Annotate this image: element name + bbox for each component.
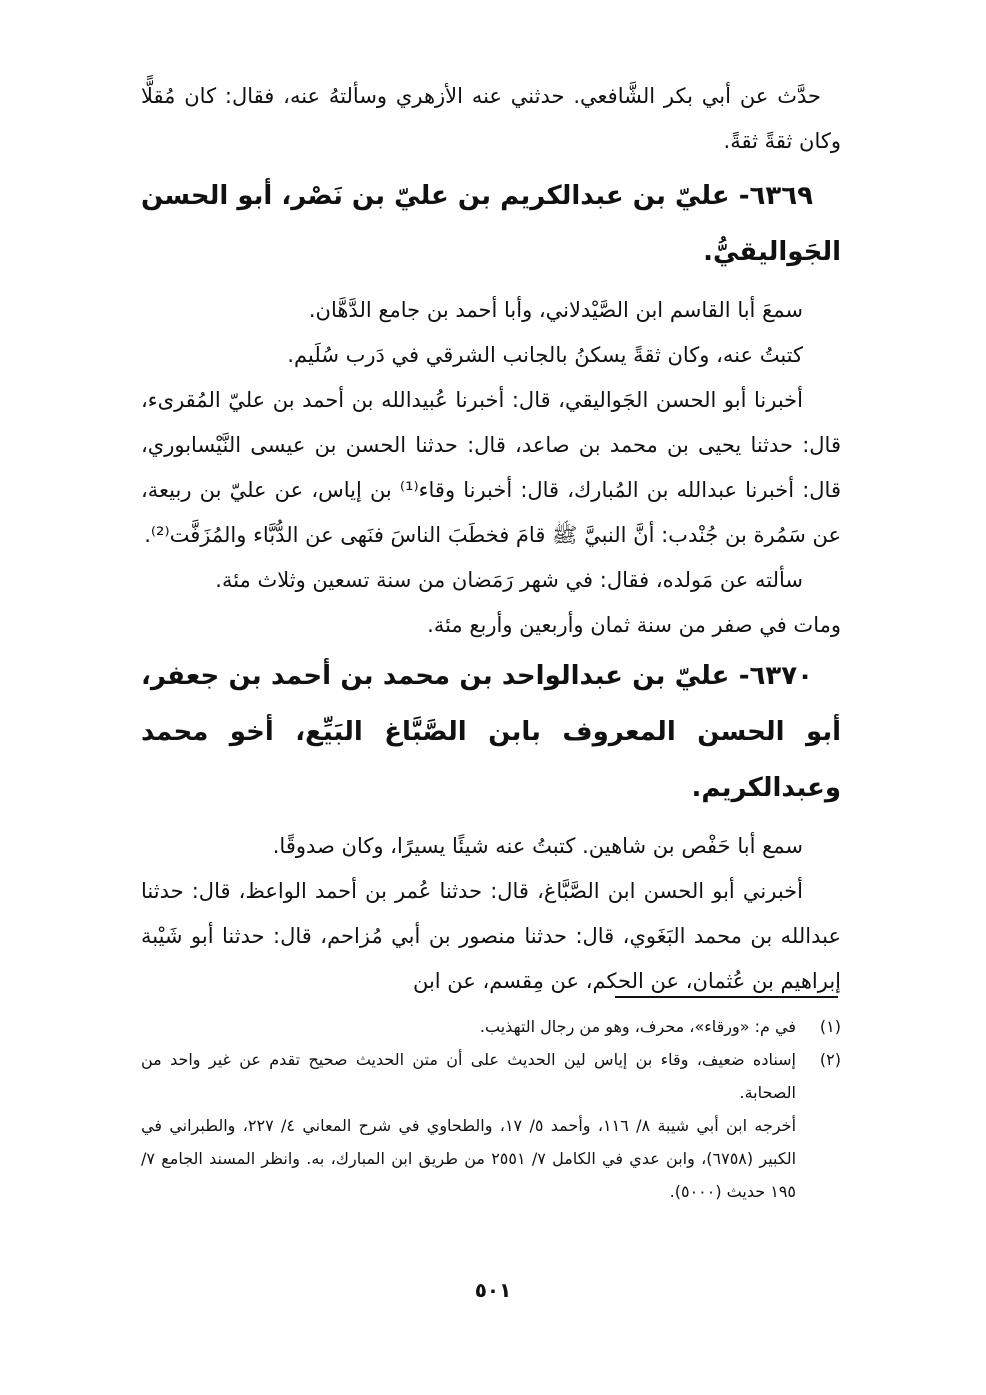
footnote [141,1010,841,1043]
footnote-divider [615,996,838,998]
paragraph: سمعَ أبا القاسم ابن الصَّيْدلاني، وأبا أحمد بن جامع الدَّهَّان. [308,298,803,322]
footnote-number: (٢) [819,1050,841,1069]
page-number: ٥٠١ [474,1278,512,1302]
paragraph: أخبرني أبو الحسن ابن الصَّبَّاغ، قال: حدثنا عُمر بن أحمد الواعظ، قال: حدثنا عبدالله بن محمد البَغَوي، قال: حدثنا منصور بن أبي مُزاحم، قال: حدثنا أبو شَيْبة إبراهيم بن عُثمان، عن الحكم، عن مِقسم، عن ابن [141,879,841,993]
footnote-number: (١) [819,1017,841,1036]
paragraph: ومات في صفر من سنة ثمان وأربعين وأربع مئة. [427,613,841,637]
paragraph: حدَّث عن أبي بكر الشَّافعي. حدثني عنه الأزهري وسألتهُ عنه، فقال: كان مُقلًّا وكان ثقةً ثقةً. [141,84,841,153]
paragraph: سمع أبا حَفْص بن شاهين. كتبتُ عنه شيئًا يسيرًا، وكان صدوقًا. [272,834,803,858]
main-text [141,74,841,1004]
paragraph: كتبتُ عنه، وكان ثقةً يسكنُ بالجانب الشرقي في دَرب سُلَيم. [287,343,803,367]
biography-entry-heading: ٦٣٧٠- عليّ بن عبدالواحد بن محمد بن أحمد بن جعفر، أبو الحسن المعروف بابن الصَّبَّاغ البَيِّع، أخو محمد وعبدالكريم. [141,661,841,803]
footnote-text: في م: «ورقاء»، محرف، وهو من رجال التهذيب. [479,1017,796,1036]
biography-entry-heading: ٦٣٦٩- عليّ بن عبدالكريم بن عليّ بن نَصْر، أبو الحسن الجَواليقيُّ. [141,181,841,267]
footnotes [141,1010,841,1208]
paragraph: أخبرنا أبو الحسن الجَواليقي، قال: أخبرنا عُبيدالله بن أحمد بن عليّ المُقرىء، قال: حدثنا يحيى بن محمد بن صاعد، قال: حدثنا الحسن بن عيسى النَّيْسابوري، قال: أخبرنا عبدالله بن المُبارك، قال: أخبرنا وقاء⁽¹⁾ بن إياس، عن عليّ بن ربيعة، عن سَمُرة بن جُنْدب: أنَّ النبيَّ ﷺ قامَ فخطَبَ الناسَ فنَهى عن الدُّبَّاء والمُزَفَّت⁽²⁾. [141,388,841,547]
footnote [141,1043,841,1109]
footnote-text: إسناده ضعيف، وقاء بن إياس لين الحديث على أن متن الحديث صحيح تقدم عن غير واحد من الصحابة. [141,1050,796,1102]
footnote-continuation: أخرجه ابن أبي شيبة ٨/ ١١٦، وأحمد ٥/ ١٧، والطحاوي في شرح المعاني ٤/ ٢٢٧، والطبراني في الكبير (٦٧٥٨)، وابن عدي في الكامل ٧/ ٢٥٥١ من طريق ابن المبارك، به. وانظر المسند الجامع ٧/ ١٩٥ حديث (٥٠٠٠). [141,1116,797,1201]
paragraph: سألته عن مَولده، فقال: في شهر رَمَضان من سنة تسعين وثلاث مئة. [215,568,803,592]
